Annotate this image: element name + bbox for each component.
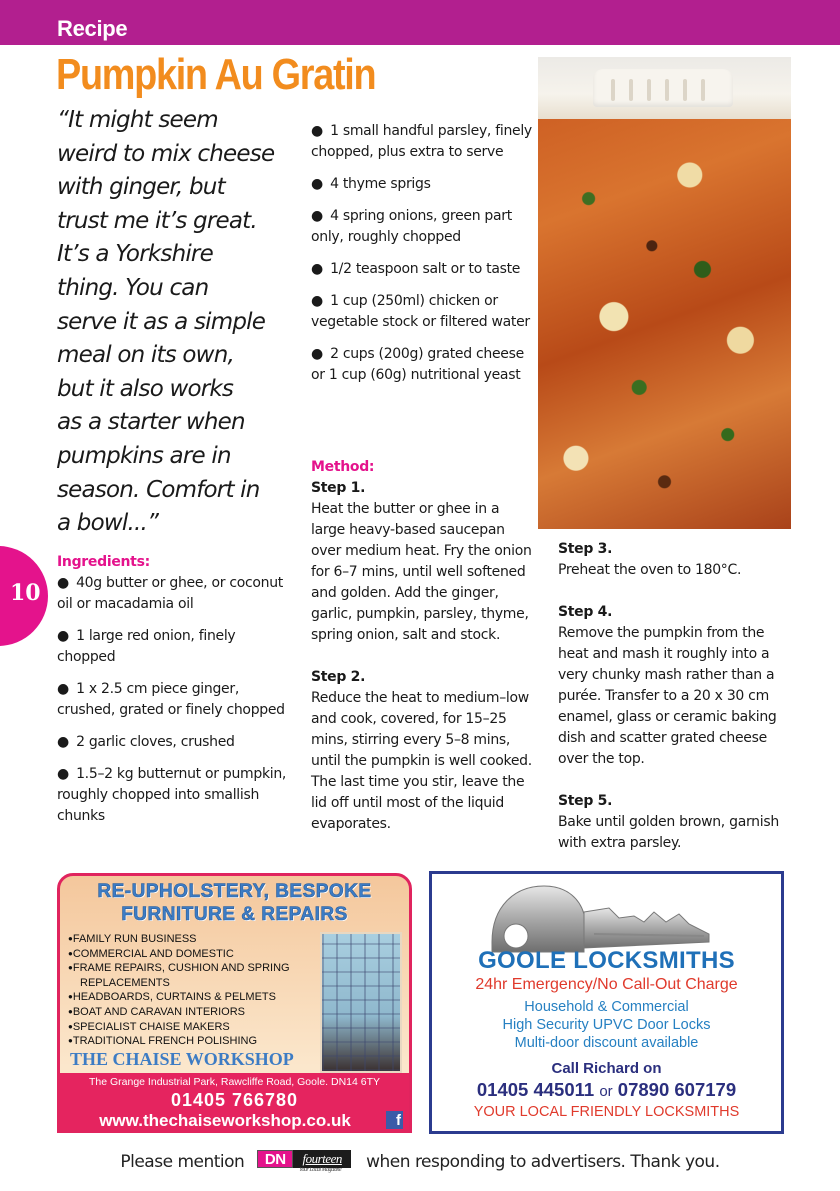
phone-number[interactable]: 01405 445011: [476, 1079, 595, 1100]
step-text: Preheat the oven to 180°C.: [558, 562, 742, 578]
bullet-icon: ●: [311, 293, 323, 309]
ingredients-list-part1: [57, 552, 292, 838]
ingredient-item: [311, 174, 536, 195]
service-item: ● FAMILY RUN BUSINESS: [68, 932, 328, 947]
method-section-continued: [558, 539, 788, 875]
phone-number[interactable]: 07890 607179: [617, 1079, 737, 1100]
service-item: ● COMMERCIAL AND DOMESTIC: [68, 947, 328, 962]
method-section: [311, 457, 536, 856]
services-list: [68, 932, 328, 1049]
bullet-icon: ●: [57, 734, 69, 750]
quote-line: with ginger, but: [57, 174, 225, 201]
service-item: REPLACEMENTS: [80, 976, 170, 989]
facebook-icon[interactable]: f: [386, 1111, 403, 1129]
chair-photo: [320, 932, 402, 1073]
ingredient-item: [57, 679, 292, 721]
or-text: or: [599, 1083, 613, 1100]
bullet-icon: ●: [311, 176, 323, 192]
phone-numbers: [432, 1079, 781, 1101]
method-step: [558, 791, 788, 854]
locksmith-advert[interactable]: [429, 871, 784, 1134]
step-text: Heat the butter or ghee in a large heavy-based saucepan over medium heat. Fry the onion for 6–7 mins, until well softened and golden. Add the ginger, garlic, pumpkin, parsley, thyme, spring onion, salt and stock.: [311, 501, 532, 643]
ingredient-text: 1.5–2 kg butternut or pumpkin, roughly chopped into smallish chunks: [57, 766, 287, 824]
ingredient-item: [311, 259, 536, 280]
ingredient-text: 1 cup (250ml) chicken or vegetable stock or filtered water: [311, 293, 530, 330]
dnfourteen-logo: [257, 1150, 353, 1172]
quote-line: as a starter when: [57, 409, 245, 436]
ingredient-item: [57, 764, 292, 827]
ingredient-text: 2 cups (200g) grated cheese or 1 cup (60g) nutritional yeast: [311, 346, 524, 383]
ingredient-item: [311, 344, 536, 386]
bullet-icon: ●: [311, 208, 323, 224]
website-link[interactable]: www.thechaiseworkshop.co.uk: [99, 1111, 351, 1130]
logo-word: fourteen: [293, 1150, 351, 1168]
upholstery-advert[interactable]: [57, 873, 412, 1133]
service-item: ● SPECIALIST CHAISE MAKERS: [68, 1020, 328, 1035]
bullet-icon: ●: [57, 575, 69, 591]
quote-line: season. Comfort in: [57, 476, 260, 503]
service-item: ● TRADITIONAL FRENCH POLISHING: [68, 1034, 328, 1049]
dish-handle: [593, 69, 733, 107]
page-title: Pumpkin Au Gratin: [56, 50, 376, 99]
advert-headline: GOOLE LOCKSMITHS: [478, 947, 735, 974]
method-heading: Method:: [311, 459, 375, 475]
bullet-icon: ●: [57, 628, 69, 644]
quote-line: pumpkins are in: [57, 442, 231, 469]
ingredient-text: 1/2 teaspoon salt or to taste: [330, 261, 521, 277]
step-title: Step 2.: [311, 669, 366, 685]
footer-text-before: Please mention: [120, 1152, 245, 1172]
bullet-icon: ●: [311, 261, 323, 277]
intro-quote: [57, 104, 287, 541]
ingredient-item: [311, 291, 536, 333]
step-text: Reduce the heat to medium–low and cook, covered, for 15–25 mins, stirring every 5–8 mins, until the pumpkin is well cooked. The last time you stir, leave the lid off until most of the liquid evaporates.: [311, 690, 532, 832]
method-step: [558, 602, 788, 770]
pumpkin-gratin-photo: [538, 57, 791, 529]
quote-line: thing. You can: [57, 274, 209, 301]
ingredient-item: [57, 732, 292, 753]
quote-line: meal on its own,: [57, 342, 234, 369]
ingredients-list-part2: [311, 121, 536, 397]
tagline: YOUR LOCAL FRIENDLY LOCKSMITHS: [473, 1104, 740, 1120]
ingredient-item: [311, 121, 536, 163]
emergency-line: 24hr Emergency/No Call-Out Charge: [475, 976, 738, 993]
service-line: Household & Commercial: [524, 999, 689, 1015]
service-line: High Security UPVC Door Locks: [502, 1017, 711, 1033]
footer-text-after: when responding to advertisers. Thank you.: [366, 1152, 720, 1172]
logo-dn: DN: [257, 1150, 293, 1168]
footer-note: [0, 1150, 840, 1172]
method-step: [558, 539, 788, 581]
step-text: Remove the pumpkin from the heat and mash it roughly into a very chunky mash rather than a purée. Transfer to a 20 x 30 cm enamel, glass or ceramic baking dish and scatter grated cheese over the top.: [558, 625, 777, 767]
ingredients-heading: Ingredients:: [57, 554, 150, 570]
service-line: Multi-door discount available: [514, 1035, 699, 1051]
method-step: [311, 667, 536, 835]
logo-subtitle: Your Local Magazine: [299, 1167, 342, 1173]
ingredient-text: 40g butter or ghee, or coconut oil or macadamia oil: [57, 575, 283, 612]
ingredient-text: 1 large red onion, finely chopped: [57, 628, 236, 665]
advert-headline: RE-UPHOLSTERY, BESPOKE: [97, 881, 372, 902]
step-title: Step 4.: [558, 604, 613, 620]
bullet-icon: ●: [311, 346, 323, 362]
ingredient-text: 4 spring onions, green part only, roughly chopped: [311, 208, 512, 245]
advert-contact-bar: [60, 1073, 409, 1133]
ingredient-text: 4 thyme sprigs: [330, 176, 431, 192]
ingredient-item: [57, 626, 292, 668]
quote-line: It’s a Yorkshire: [57, 241, 213, 268]
step-title: Step 5.: [558, 793, 613, 809]
ingredient-item: [311, 206, 536, 248]
method-step: [311, 478, 536, 646]
business-address: The Grange Industrial Park, Rawcliffe Road, Goole. DN14 6TY: [88, 1076, 381, 1088]
key-icon: [484, 882, 734, 954]
ingredient-text: 1 small handful parsley, finely chopped, plus extra to serve: [311, 123, 532, 160]
service-item: ● HEADBOARDS, CURTAINS & PELMETS: [68, 990, 328, 1005]
phone-number[interactable]: 01405 766780: [170, 1090, 299, 1110]
step-title: Step 1.: [311, 480, 366, 496]
quote-line: serve it as a simple: [57, 308, 266, 335]
quote-line: “It might seem: [57, 107, 218, 133]
ingredient-text: 1 x 2.5 cm piece ginger, crushed, grated or finely chopped: [57, 681, 285, 718]
business-name: THE CHAISE WORKSHOP: [70, 1049, 294, 1069]
service-item: ● FRAME REPAIRS, CUSHION AND SPRING: [68, 961, 328, 976]
quote-line: a bowl...”: [57, 510, 159, 537]
bullet-icon: ●: [57, 766, 69, 782]
service-item: ● BOAT AND CARAVAN INTERIORS: [68, 1005, 328, 1020]
bullet-icon: ●: [311, 123, 323, 139]
call-prompt: Call Richard on: [551, 1060, 662, 1077]
page-number: 10: [10, 580, 41, 606]
quote-line: but it also works: [57, 375, 234, 402]
section-label: Recipe: [57, 16, 128, 41]
advert-headline: FURNITURE & REPAIRS: [121, 904, 348, 925]
ingredient-text: 2 garlic cloves, crushed: [76, 734, 235, 750]
step-text: Bake until golden brown, garnish with extra parsley.: [558, 814, 779, 851]
step-title: Step 3.: [558, 541, 613, 557]
quote-line: trust me it’s great.: [57, 207, 257, 234]
ingredient-item: [57, 573, 292, 615]
quote-line: weird to mix cheese: [57, 140, 275, 167]
bullet-icon: ●: [57, 681, 69, 697]
